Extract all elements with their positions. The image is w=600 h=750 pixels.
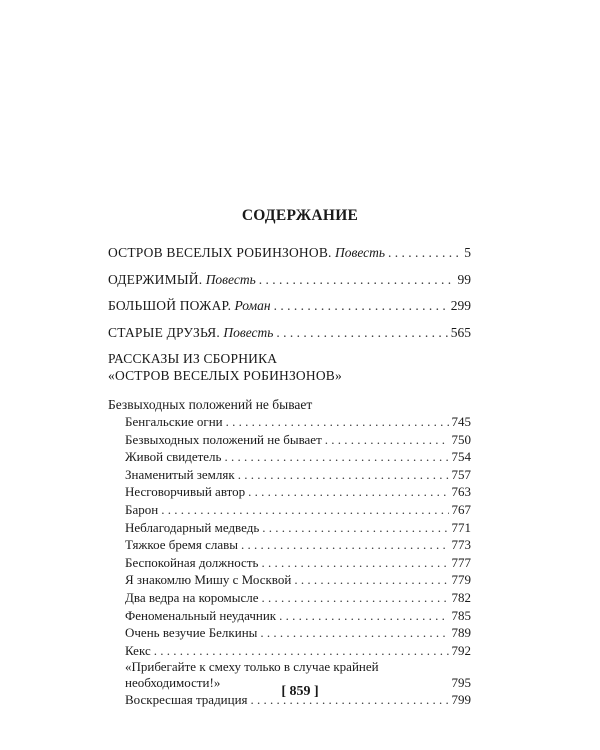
story-entry	[125, 483, 471, 501]
collection-heading-line1: РАССКАЗЫ ИЗ СБОРНИКА	[108, 351, 278, 366]
story-title: Знаменитый земляк	[125, 466, 235, 482]
page-title: СОДЕРЖАНИЕ	[241, 207, 359, 224]
dot-leader	[161, 501, 448, 519]
story-page: 792	[451, 642, 471, 658]
story-title: Безвыходных положений не бывает	[125, 431, 322, 447]
entry-page: 99	[457, 271, 471, 287]
story-title: Живой свидетель	[125, 449, 222, 465]
story-title: Кекс	[125, 642, 151, 658]
dot-leader	[294, 571, 448, 589]
entry-title: ОСТРОВ ВЕСЕЛЫХ РОБИНЗОНОВ.	[108, 245, 332, 260]
story-page: 779	[451, 572, 471, 588]
story-entry	[125, 589, 471, 607]
story-title: Барон	[125, 501, 159, 517]
story-page: 750	[451, 431, 471, 447]
story-entry	[125, 431, 471, 449]
dot-leader	[260, 624, 448, 642]
entry-page: 299	[450, 298, 471, 313]
toc-entry-main	[108, 244, 471, 261]
story-title: Феноменальный неудачник	[125, 607, 277, 623]
story-title: Беспокойная должность	[125, 554, 259, 570]
story-entry	[125, 519, 471, 537]
story-page: 757	[451, 466, 471, 482]
dot-leader	[262, 519, 448, 537]
story-entry	[125, 607, 471, 625]
story-entry	[125, 554, 471, 572]
table-of-contents	[108, 244, 471, 709]
story-entry	[125, 501, 471, 519]
story-page: 754	[451, 449, 471, 465]
dot-leader	[226, 413, 449, 431]
page-number: [ 859 ]	[281, 684, 319, 699]
toc-entry-main	[108, 271, 471, 288]
story-title-line1: «Прибегайте к смеху только в случае крайней	[125, 659, 379, 675]
dot-leader	[325, 431, 449, 449]
dot-leader	[241, 536, 449, 554]
story-title: Тяжкое бремя славы	[125, 537, 238, 553]
dot-leader	[238, 466, 449, 484]
entry-genre: Повесть	[334, 245, 386, 260]
story-page: 745	[451, 414, 471, 429]
story-title: Неблагодарный медведь	[125, 519, 260, 535]
entry-page: 5	[464, 245, 471, 260]
story-entry	[125, 624, 471, 642]
toc-entry-main	[108, 297, 471, 314]
story-title: Я знакомлю Мишу с Москвой	[125, 572, 292, 588]
story-entry	[125, 448, 471, 466]
entry-title: БОЛЬШОЙ ПОЖАР.	[108, 298, 232, 313]
story-page: 777	[451, 554, 471, 570]
story-page: 763	[451, 484, 471, 500]
story-page: 782	[451, 589, 471, 605]
story-page: 767	[451, 501, 471, 517]
story-title: Бенгальские огни	[125, 414, 223, 429]
dot-leader	[388, 244, 461, 261]
entry-title: ОДЕРЖИМЫЙ.	[108, 271, 203, 287]
story-title-line2: необходимости!»	[125, 675, 221, 691]
story-page: 771	[451, 519, 471, 535]
story-page: 773	[451, 537, 471, 553]
toc-entry-main	[108, 324, 471, 341]
story-title: Очень везучие Белкины	[125, 625, 258, 641]
dot-leader	[259, 271, 455, 288]
story-page: 789	[451, 625, 471, 641]
story-page: 795	[451, 675, 471, 691]
story-entry	[125, 642, 471, 660]
entry-genre: Роман	[234, 298, 271, 313]
story-entry	[125, 413, 471, 431]
dot-leader	[261, 554, 448, 572]
entry-genre: Повесть	[223, 324, 274, 340]
story-entry	[125, 571, 471, 589]
dot-leader	[154, 642, 449, 660]
entry-page: 565	[450, 324, 471, 340]
story-title: Несговорчивый автор	[125, 484, 246, 500]
dot-leader	[279, 607, 448, 625]
story-page: 799	[451, 692, 471, 708]
entry-title: СТАРЫЕ ДРУЗЬЯ.	[108, 324, 220, 340]
subsection-title: Безвыходных положений не бывает	[108, 397, 313, 412]
dot-leader	[248, 483, 448, 501]
story-title: Воскресшая традиция	[125, 692, 248, 708]
story-entry	[125, 536, 471, 554]
collection-heading-line2: «ОСТРОВ ВЕСЕЛЫХ РОБИНЗОНОВ»	[108, 368, 342, 383]
story-list	[108, 413, 471, 709]
dot-leader	[276, 324, 447, 341]
entry-genre: Повесть	[205, 271, 256, 287]
story-title: Два ведра на коромысле	[125, 589, 259, 605]
dot-leader	[224, 448, 448, 466]
story-page: 785	[451, 607, 471, 623]
dot-leader	[262, 589, 449, 607]
story-entry	[125, 466, 471, 484]
dot-leader	[274, 297, 448, 314]
